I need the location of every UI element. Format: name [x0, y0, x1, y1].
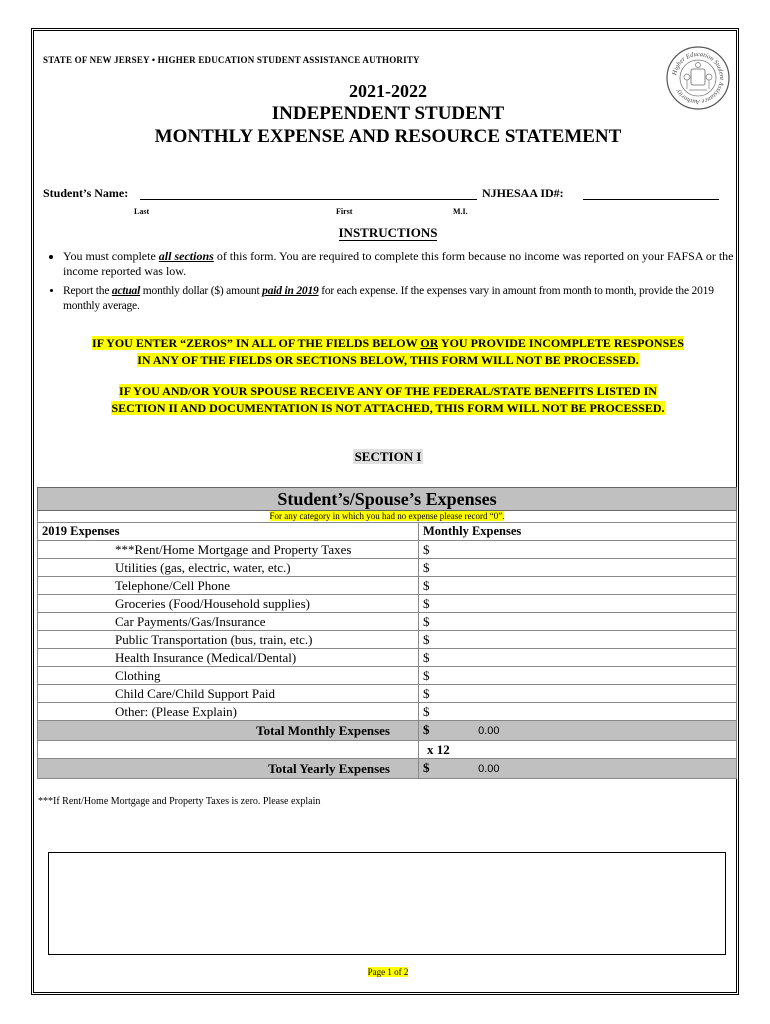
- form-title-line2: MONTHLY EXPENSE AND RESOURCE STATEMENT: [154, 126, 622, 147]
- table-row: ***Rent/Home Mortgage and Property Taxes $: [38, 541, 737, 559]
- instructions-heading: INSTRUCTIONS: [338, 225, 438, 240]
- amount-input[interactable]: $: [419, 703, 737, 721]
- student-name-label: Student’s Name:: [43, 186, 129, 200]
- section-heading: SECTION I: [354, 449, 422, 464]
- njhesaa-id-label: NJHESAA ID#:: [482, 186, 564, 200]
- table-row: Other: (Please Explain) $: [38, 703, 737, 721]
- table-row: Child Care/Child Support Paid $: [38, 685, 737, 703]
- col-monthly-header: Monthly Expenses: [419, 523, 737, 541]
- form-page: [31, 28, 739, 995]
- rent-footnote: ***If Rent/Home Mortgage and Property Taxes is zero. Please explain: [38, 796, 321, 807]
- table-title: Student’s/Spouse’s Expenses: [38, 488, 737, 511]
- amount-input[interactable]: $: [419, 613, 737, 631]
- page-number: Page 1 of 2: [367, 967, 409, 977]
- table-row: Clothing $: [38, 667, 737, 685]
- amount-input[interactable]: $: [419, 667, 737, 685]
- name-sub-first: First: [336, 207, 353, 216]
- instructions-list: [43, 249, 735, 319]
- amount-input[interactable]: $: [419, 595, 737, 613]
- table-row: Car Payments/Gas/Insurance $: [38, 613, 737, 631]
- table-row: Health Insurance (Medical/Dental) $: [38, 649, 737, 667]
- table-note: For any category in which you had no expense please record “0”.: [38, 511, 737, 523]
- agency-header: STATE OF NEW JERSEY • HIGHER EDUCATION STUDENT ASSISTANCE AUTHORITY: [43, 55, 420, 65]
- total-monthly-label: Total Monthly Expenses: [38, 721, 419, 741]
- seal-text: Higher Education Student Assistance Authority: [671, 50, 726, 106]
- table-row: Telephone/Cell Phone $: [38, 577, 737, 595]
- total-yearly-value: $ 0.00: [419, 759, 737, 779]
- amount-input[interactable]: $: [419, 577, 737, 595]
- student-name-field[interactable]: [140, 199, 477, 200]
- amount-input[interactable]: $: [419, 685, 737, 703]
- amount-input[interactable]: $: [419, 541, 737, 559]
- table-row: Utilities (gas, electric, water, etc.) $: [38, 559, 737, 577]
- expenses-table: [37, 487, 737, 779]
- amount-input[interactable]: $: [419, 631, 737, 649]
- total-monthly-row: [38, 721, 737, 741]
- instruction-item: • You must complete all sections of this form. You are required to complete this form because no income was reported on your FAFSA or the income reported was low.: [63, 249, 735, 279]
- multiplier-row: [38, 741, 737, 759]
- form-title-line1: INDEPENDENT STUDENT: [271, 103, 505, 124]
- table-row: Groceries (Food/Household supplies) $: [38, 595, 737, 613]
- total-yearly-row: [38, 759, 737, 779]
- name-sub-mi: M.I.: [453, 207, 468, 216]
- table-row: Public Transportation (bus, train, etc.) $: [38, 631, 737, 649]
- name-sub-last: Last: [134, 207, 150, 216]
- form-year: 2021-2022: [349, 81, 427, 101]
- amount-input[interactable]: $: [419, 649, 737, 667]
- benefits-warning: IF YOU AND/OR YOUR SPOUSE RECEIVE ANY OF THE FEDERAL/STATE BENEFITS LISTED IN SECTION II AND DOCUMENTATION IS NOT ATTACHED, THIS FORM WILL NOT BE PROCESSED.: [111, 384, 665, 415]
- col-expenses-header: 2019 Expenses: [38, 523, 419, 541]
- amount-input[interactable]: $: [419, 559, 737, 577]
- total-monthly-value: $ 0.00: [419, 721, 737, 741]
- njhesaa-id-field[interactable]: [583, 199, 719, 200]
- explanation-textbox[interactable]: [48, 852, 726, 955]
- multiplier: x 12: [419, 741, 737, 759]
- total-yearly-label: Total Yearly Expenses: [38, 759, 419, 779]
- instruction-item: • Report the actual monthly dollar ($) amount paid in 2019 for each expense. If the expenses vary in amount from month to month, provide the 2019 monthly average.: [63, 284, 735, 314]
- zeros-warning: IF YOU ENTER “ZEROS” IN ALL OF THE FIELDS BELOW OR YOU PROVIDE INCOMPLETE RESPONSES IN ANY OF THE FIELDS OR SECTIONS BELOW, THIS FORM WILL NOT BE PROCESSED.: [92, 336, 684, 367]
